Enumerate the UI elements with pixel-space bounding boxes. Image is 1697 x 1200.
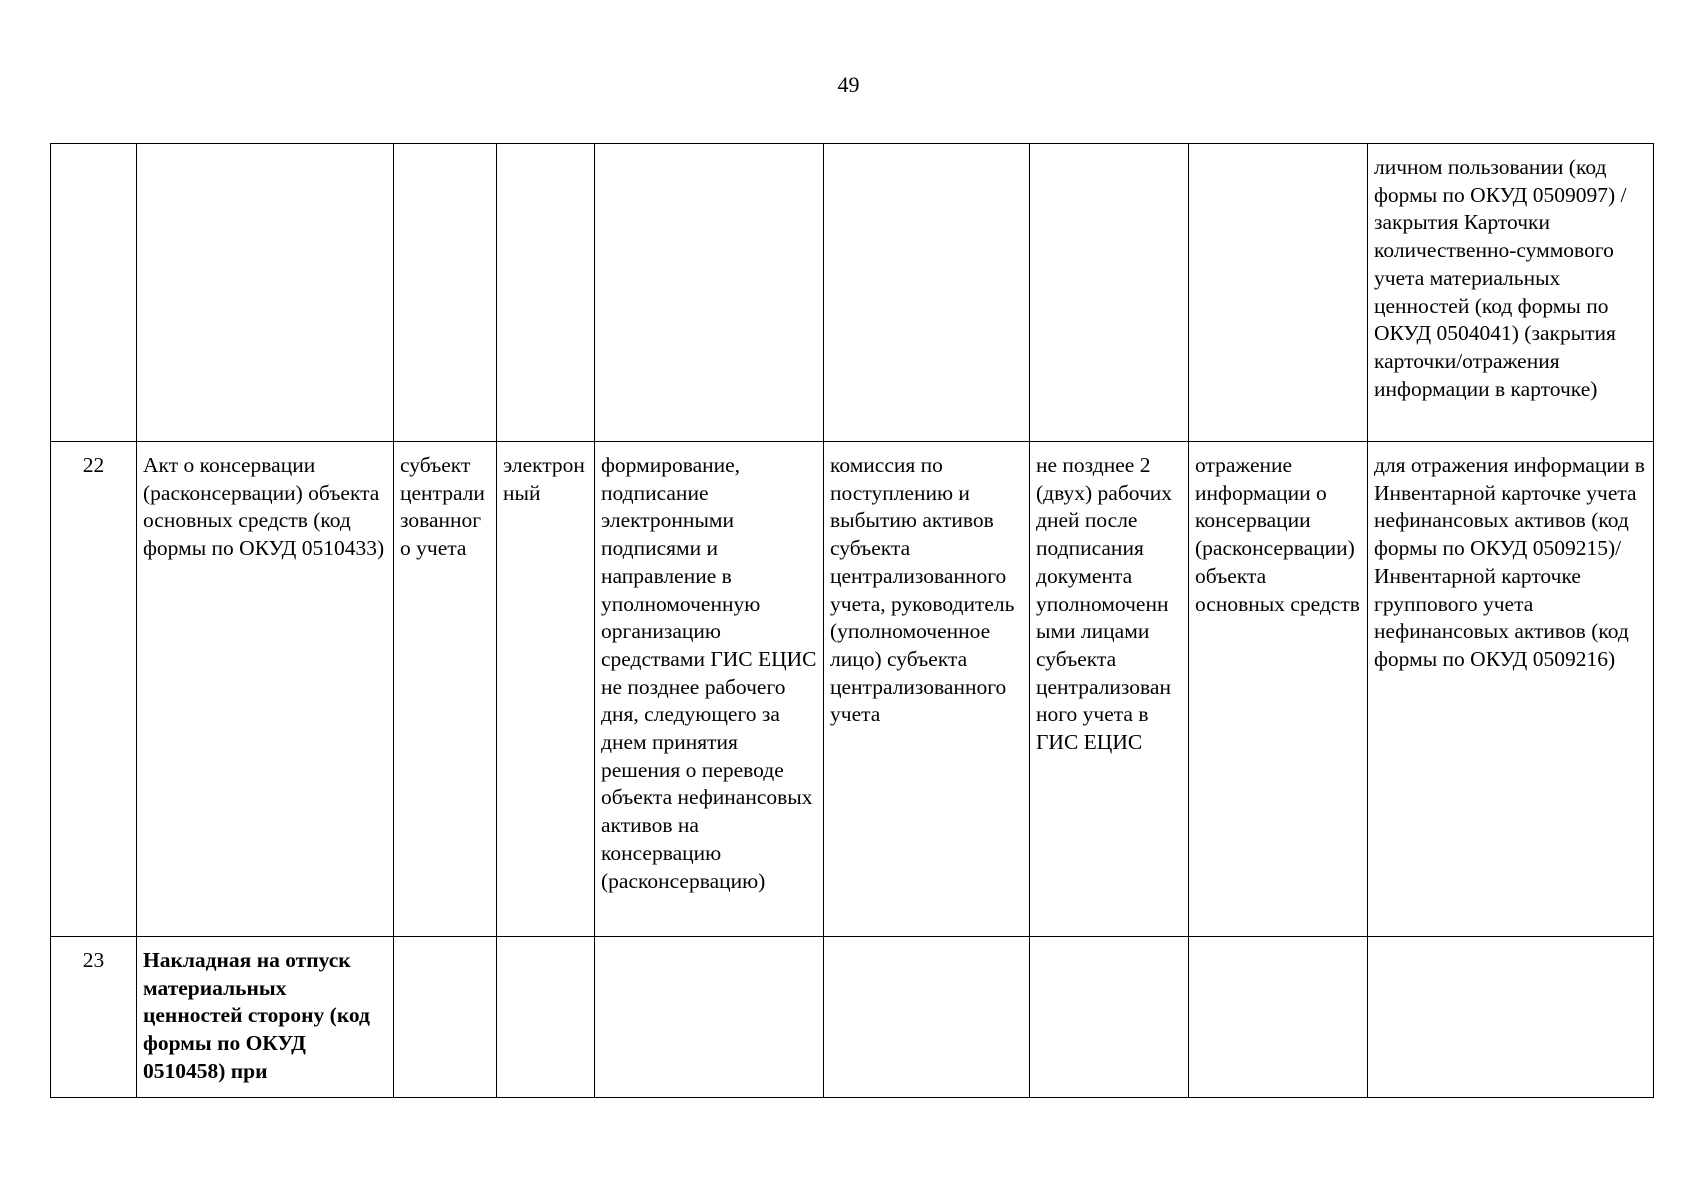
- row-number-cell: 23: [51, 937, 137, 1098]
- page-number: 49: [837, 72, 860, 97]
- responsible-cell: субъект централизованного учета: [394, 442, 497, 937]
- procedure-cell: [595, 144, 824, 442]
- accounting-cell: [1189, 144, 1368, 442]
- signer-cell: комиссия по поступлению и выбытию активов субъекта централизованного учета, руководитель (уполномоченное лицо) субъекта централизованного учета: [824, 442, 1030, 937]
- purpose-cell: для отражения информации в Инвентарной карточке учета нефинансовых активов (код формы по ОКУД 0509215)/ Инвентарной карточке группового учета нефинансовых активов (код формы по ОКУД 0509216): [1368, 442, 1654, 937]
- table-row: [51, 144, 1654, 442]
- responsible-cell: [394, 144, 497, 442]
- row-number-cell: 22: [51, 442, 137, 937]
- purpose-cell: личном пользовании (код формы по ОКУД 0509097) /закрытия Карточки количественно-суммового учета материальных ценностей (код формы по ОКУД 0504041) (закрытия карточки/отражения информации в карточке): [1368, 144, 1654, 442]
- document-name-cell: [137, 144, 394, 442]
- document-table: [50, 143, 1654, 1098]
- purpose-cell: [1368, 937, 1654, 1098]
- table-row: [51, 937, 1654, 1098]
- responsible-cell: [394, 937, 497, 1098]
- document-name-cell: Накладная на отпуск материальных ценностей сторону (код формы по ОКУД 0510458) при: [137, 937, 394, 1098]
- accounting-cell: [1189, 937, 1368, 1098]
- format-cell: [497, 937, 595, 1098]
- accounting-cell: отражение информации о консервации (расконсервации) объекта основных средств: [1189, 442, 1368, 937]
- document-name-cell: Акт о консервации (расконсервации) объекта основных средств (код формы по ОКУД 0510433): [137, 442, 394, 937]
- deadline-cell: [1030, 144, 1189, 442]
- row-number-cell: [51, 144, 137, 442]
- format-cell: электронный: [497, 442, 595, 937]
- format-cell: [497, 144, 595, 442]
- procedure-cell: [595, 937, 824, 1098]
- signer-cell: [824, 937, 1030, 1098]
- signer-cell: [824, 144, 1030, 442]
- deadline-cell: не позднее 2 (двух) рабочих дней после подписания документа уполномоченными лицами субъекта централизованного учета в ГИС ЕЦИС: [1030, 442, 1189, 937]
- table-row: [51, 442, 1654, 937]
- procedure-cell: формирование, подписание электронными подписями и направление в уполномоченную организацию средствами ГИС ЕЦИС не позднее рабочего дня, следующего за днем принятия решения о переводе объекта нефинансовых активов на консервацию (расконсервацию): [595, 442, 824, 937]
- deadline-cell: [1030, 937, 1189, 1098]
